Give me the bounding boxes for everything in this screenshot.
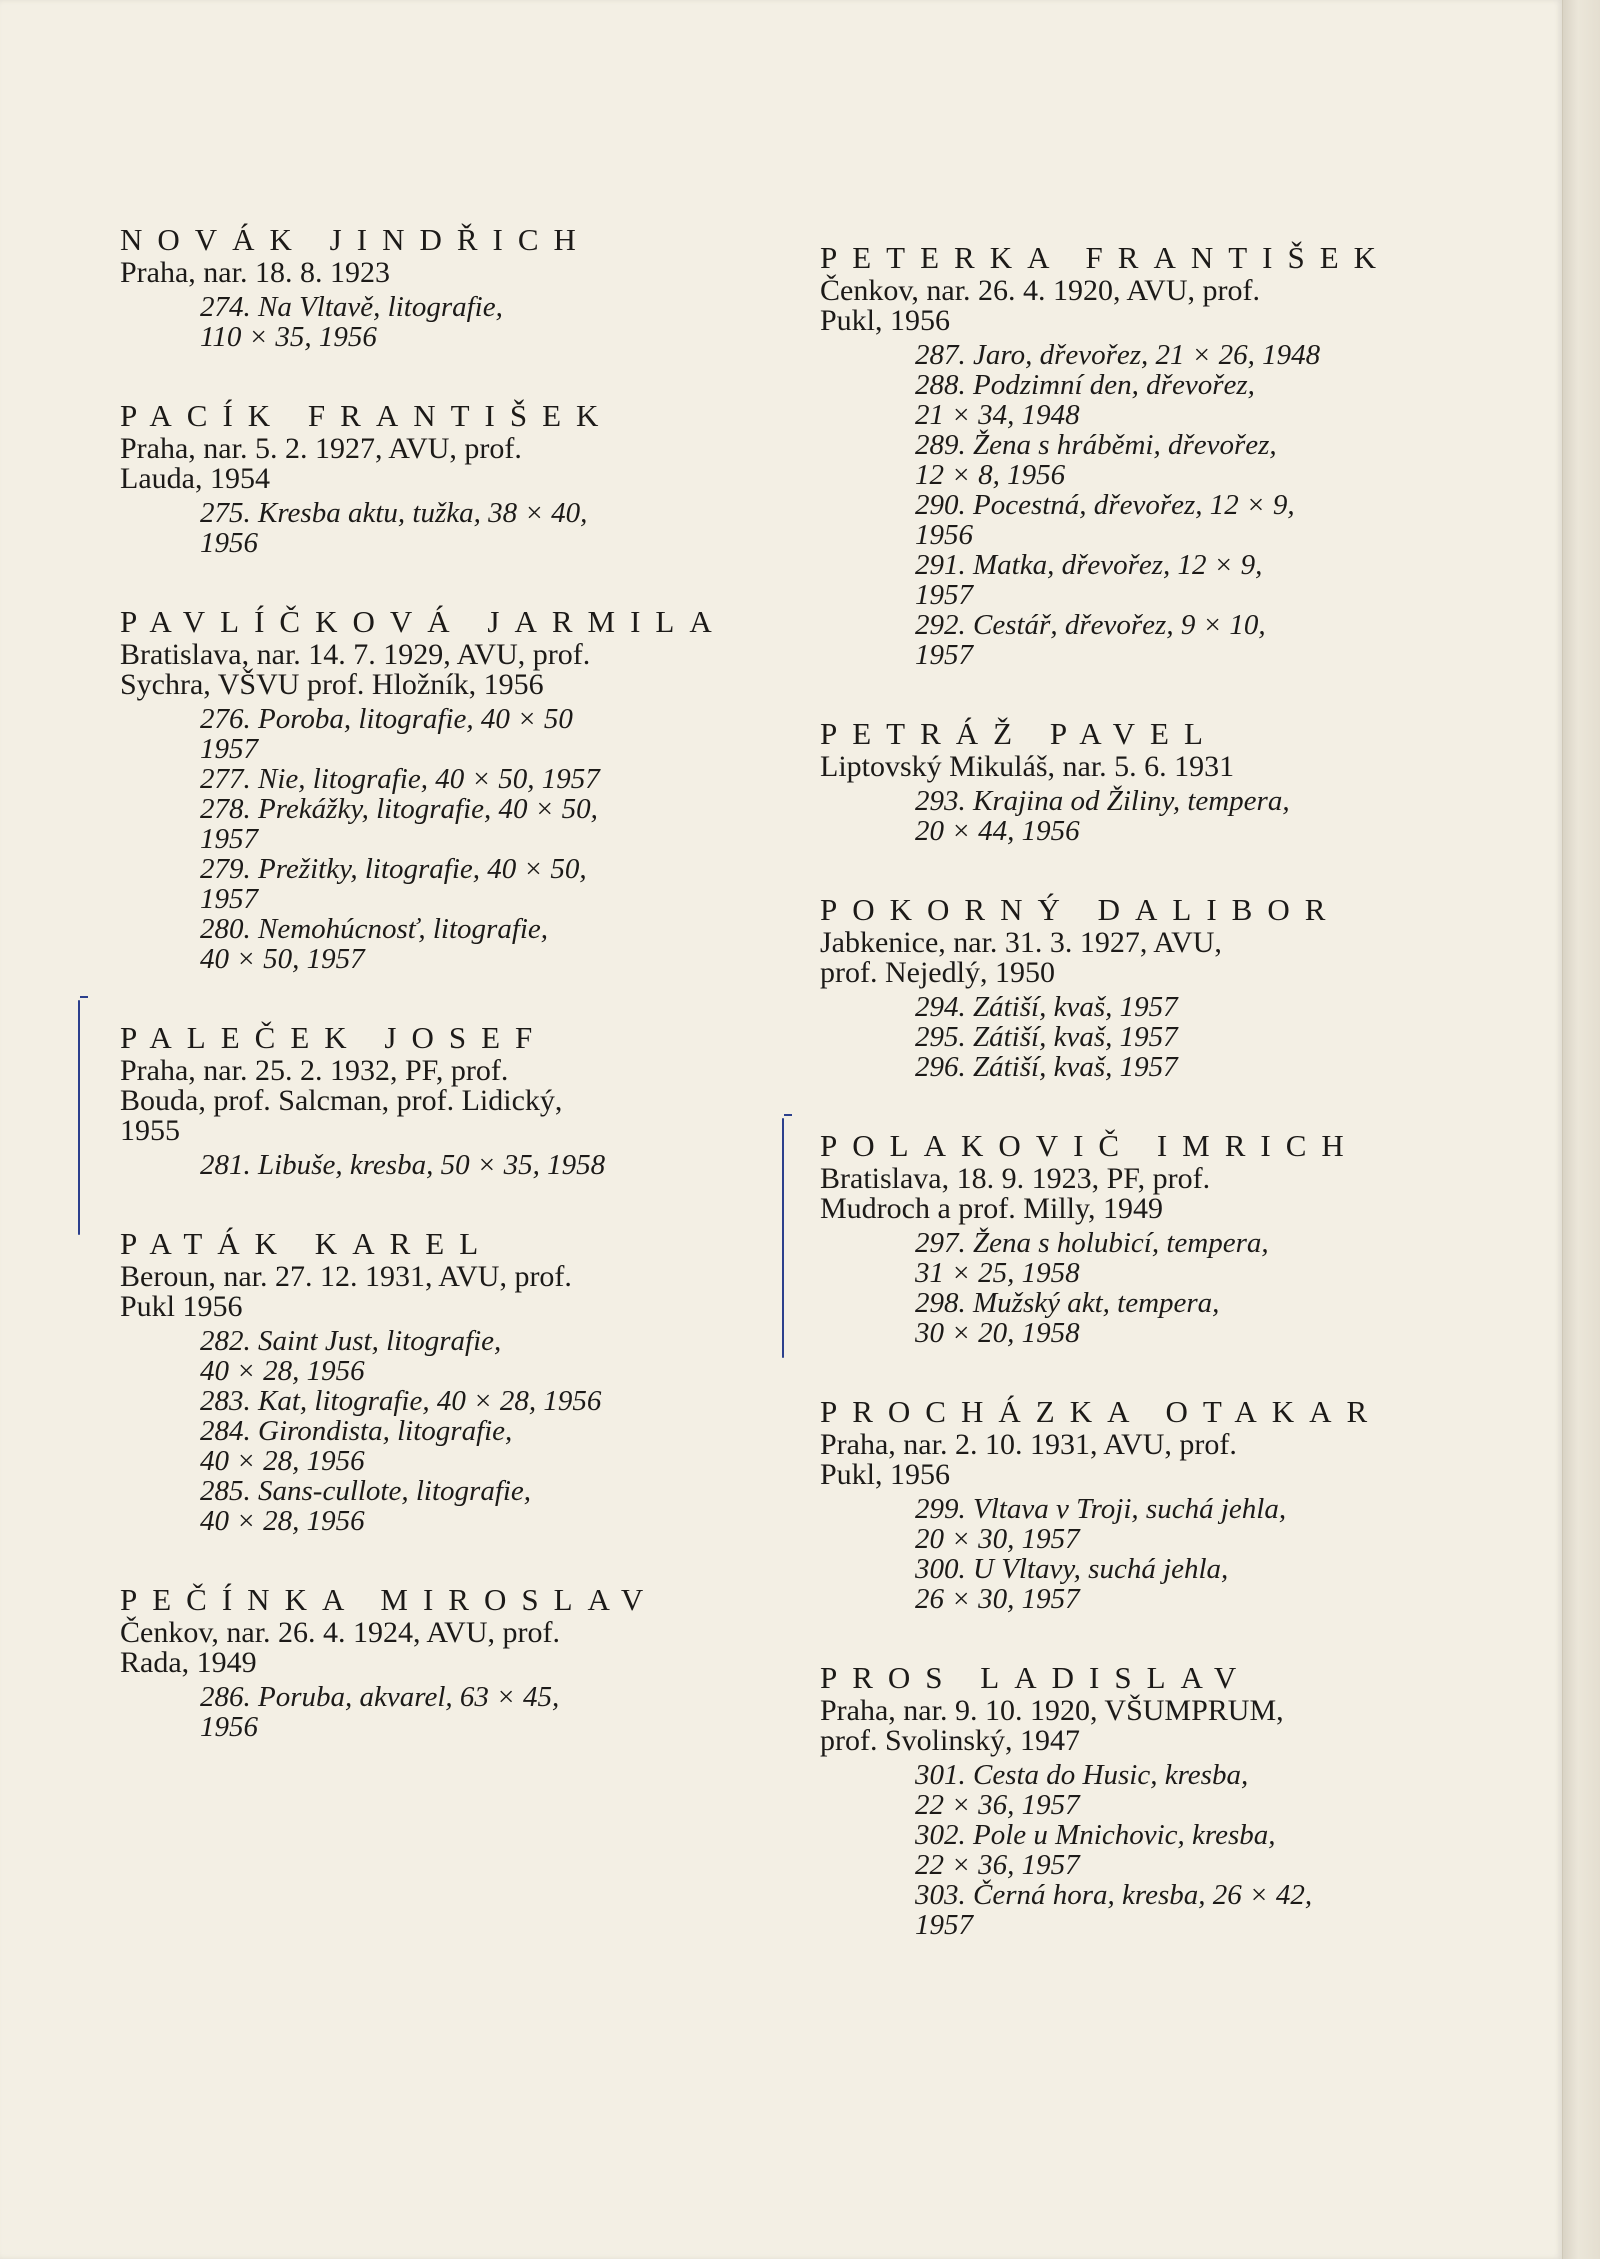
work-item: 279. Prežitky, litografie, 40 × 50, 1957 (200, 853, 587, 915)
works-list (120, 292, 760, 352)
work-item: 298. Mužský akt, tempera, 30 × 20, 1958 (915, 1287, 1220, 1349)
artist-name: PROCHÁZKA OTAKAR (820, 1394, 1383, 1429)
works-list (120, 1326, 760, 1536)
work-item: 291. Matka, dřevořez, 12 × 9, 1957 (915, 549, 1263, 611)
works-list (820, 340, 1460, 670)
work-item: 303. Černá hora, kresba, 26 × 42, 1957 (915, 1879, 1313, 1941)
artist-name: PEČÍNKA MIROSLAV (120, 1582, 659, 1617)
work-item: 283. Kat, litografie, 40 × 28, 1956 (200, 1385, 602, 1417)
artist-info: Praha, nar. 9. 10. 1920, VŠUMPRUM, prof. Svolinský, 1947 (820, 1694, 1284, 1757)
work-item: 282. Saint Just, litografie, 40 × 28, 1956 (200, 1325, 502, 1387)
margin-mark-left-tick (80, 996, 88, 1006)
artist-info: Beroun, nar. 27. 12. 1931, AVU, prof. Pukl 1956 (120, 1260, 572, 1323)
work-item: 302. Pole u Mnichovic, kresba, 22 × 36, 1957 (915, 1819, 1276, 1881)
artist-name: PROS LADISLAV (820, 1660, 1252, 1695)
margin-mark-right-tick (784, 1114, 792, 1124)
work-item: 288. Podzimní den, dřevořez, 21 × 34, 1948 (915, 369, 1255, 431)
artist-name: PETRÁŽ PAVEL (820, 716, 1218, 751)
work-item: 297. Žena s holubicí, tempera, 31 × 25, 1958 (915, 1227, 1269, 1289)
works-list (820, 1228, 1460, 1348)
artist-info: Čenkov, nar. 26. 4. 1924, AVU, prof. Rada, 1949 (120, 1616, 560, 1679)
works-list (120, 1682, 760, 1742)
artist-name: NOVÁK JINDŘICH (120, 222, 591, 257)
right-column (820, 240, 1460, 1986)
artist-entry (820, 240, 1460, 670)
artist-name: POKORNÝ DALIBOR (820, 892, 1341, 927)
works-list (820, 786, 1460, 846)
work-item: 289. Žena s hráběmi, dřevořez, 12 × 8, 1956 (915, 429, 1277, 491)
work-item: 280. Nemohúcnosť, litografie, 40 × 50, 1957 (200, 913, 549, 975)
work-item: 275. Kresba aktu, tužka, 38 × 40, 1956 (200, 497, 588, 559)
artist-info: Bratislava, nar. 14. 7. 1929, AVU, prof. Sychra, VŠVU prof. Hložník, 1956 (120, 638, 591, 701)
works-list (820, 992, 1460, 1082)
work-item: 287. Jaro, dřevořez, 21 × 26, 1948 (915, 339, 1321, 371)
work-item: 294. Zátiší, kvaš, 1957 (915, 991, 1178, 1023)
work-item: 274. Na Vltavě, litografie, 110 × 35, 1956 (200, 291, 503, 353)
artist-info: Praha, nar. 5. 2. 1927, AVU, prof. Lauda, 1954 (120, 432, 522, 495)
work-item: 290. Pocestná, dřevořez, 12 × 9, 1956 (915, 489, 1295, 551)
work-item: 276. Poroba, litografie, 40 × 50 1957 (200, 703, 573, 765)
work-item: 301. Cesta do Husic, kresba, 22 × 36, 1957 (915, 1759, 1249, 1821)
artist-entry (120, 222, 760, 352)
work-item: 277. Nie, litografie, 40 × 50, 1957 (200, 763, 600, 795)
artist-name: PATÁK KAREL (120, 1226, 494, 1261)
work-item: 300. U Vltavy, suchá jehla, 26 × 30, 1957 (915, 1553, 1229, 1615)
work-item: 296. Zátiší, kvaš, 1957 (915, 1051, 1178, 1083)
margin-mark-right (782, 1118, 784, 1358)
left-column (120, 222, 760, 1788)
artist-entry (120, 604, 760, 974)
works-list (820, 1760, 1460, 1940)
artist-name: PACÍK FRANTIŠEK (120, 398, 614, 433)
work-item: 295. Zátiší, kvaš, 1957 (915, 1021, 1178, 1053)
artist-info: Čenkov, nar. 26. 4. 1920, AVU, prof. Pukl, 1956 (820, 274, 1260, 337)
work-item: 286. Poruba, akvarel, 63 × 45, 1956 (200, 1681, 560, 1743)
work-item: 292. Cestář, dřevořez, 9 × 10, 1957 (915, 609, 1266, 671)
artist-entry (820, 1394, 1460, 1614)
artist-entry (820, 1128, 1460, 1348)
artist-info: Jabkenice, nar. 31. 3. 1927, AVU, prof. Nejedlý, 1950 (820, 926, 1222, 989)
artist-entry (120, 1226, 760, 1536)
artist-entry (820, 1660, 1460, 1940)
artist-info: Praha, nar. 2. 10. 1931, AVU, prof. Pukl, 1956 (820, 1428, 1237, 1491)
artist-name: PETERKA FRANTIŠEK (820, 240, 1392, 275)
artist-entry (820, 892, 1460, 1082)
works-list (120, 1150, 760, 1180)
artist-info: Bratislava, 18. 9. 1923, PF, prof. Mudroch a prof. Milly, 1949 (820, 1162, 1211, 1225)
artist-info: Praha, nar. 18. 8. 1923 (120, 256, 390, 289)
work-item: 278. Prekážky, litografie, 40 × 50, 1957 (200, 793, 598, 855)
artist-entry (120, 1020, 760, 1180)
works-list (120, 704, 760, 974)
artist-name: PAVLÍČKOVÁ JARMILA (120, 604, 727, 639)
work-item: 299. Vltava v Troji, suchá jehla, 20 × 30, 1957 (915, 1493, 1287, 1555)
artist-entry (820, 716, 1460, 846)
artist-name: POLAKOVIČ IMRICH (820, 1128, 1359, 1163)
works-list (820, 1494, 1460, 1614)
artist-name: PALEČEK JOSEF (120, 1020, 548, 1055)
work-item: 284. Girondista, litografie, 40 × 28, 1956 (200, 1415, 513, 1477)
work-item: 285. Sans-cullote, litografie, 40 × 28, 1956 (200, 1475, 532, 1537)
work-item: 281. Libuše, kresba, 50 × 35, 1958 (200, 1149, 606, 1181)
work-item: 293. Krajina od Žiliny, tempera, 20 × 44, 1956 (915, 785, 1290, 847)
margin-mark-left (78, 1000, 80, 1235)
artist-entry (120, 1582, 760, 1742)
works-list (120, 498, 760, 558)
page-edge (1562, 0, 1600, 2259)
artist-info: Liptovský Mikuláš, nar. 5. 6. 1931 (820, 750, 1235, 783)
artist-info: Praha, nar. 25. 2. 1932, PF, prof. Bouda, prof. Salcman, prof. Lidický, 1955 (120, 1054, 563, 1147)
artist-entry (120, 398, 760, 558)
